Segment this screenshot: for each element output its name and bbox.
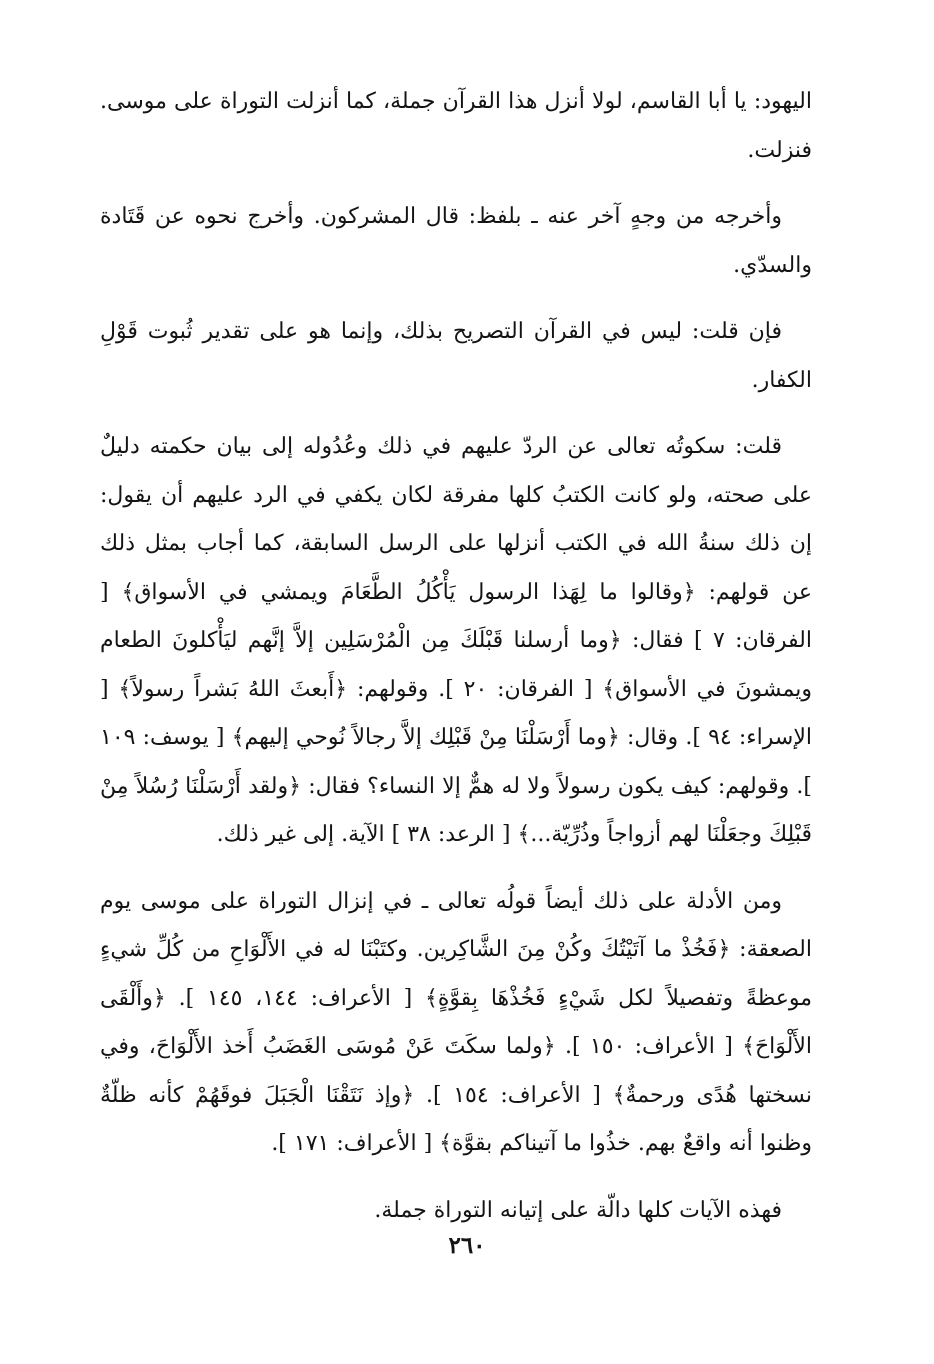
paragraph-5: ومن الأدلة على ذلك أيضاً قولُه تعالى ـ في إنزال التوراة على موسى يوم الصعقة: ﴿فَخُذْ ما آتَيْتُكَ وكُنْ مِنَ الشَّاكِرين. وكتَبْنَا له في الأَلْوَاحِ من كُلِّ شيءٍ موعظةً وتفصيلاً لكل شَيْءٍ فَخُذْهَا بِقوَّةٍ﴾ [ الأعراف: ١٤٤، ١٤٥ ]. ﴿وأَلْقَى الأَلْوَاحَ﴾ [ الأعراف: ١٥٠ ]. ﴿ولما سكَتَ عَنْ مُوسَى الغَضَبُ أَخذ الأَلْوَاحَ، وفي نسختها هُدًى ورحمةٌ﴾ [ الأعراف: ١٥٤ ]. ﴿وإذ نَتَقْنَا الْجَبَلَ فوقَهُمْ كأنه ظلّةٌ وظنوا أنه واقعٌ بهم. خذُوا ما آتيناكم بقوَّة﴾ [ الأعراف: ١٧١ ]. xyxy=(100,888,813,1156)
paragraph-2: وأخرجه من وجهٍ آخر عنه ـ بلفظ: قال المشركون. وأخرج نحوه عن قَتَادة والسدّي. xyxy=(100,204,812,278)
paragraph-1: اليهود: يا أبا القاسم، لولا أنزل هذا القرآن جملة، كما أنزلت التوراة على موسى. فنزلت. xyxy=(100,89,812,163)
page-text xyxy=(100,78,812,1253)
paragraph-6: فهذه الآيات كلها دالّة على إتيانه التوراة جملة. xyxy=(374,1197,782,1223)
page-number: ٢٦٠ xyxy=(448,1232,486,1259)
paragraph-3: فإن قلت: ليس في القرآن التصريح بذلك، وإنما هو على تقدير ثُبوت قَوْلِ الكفار. xyxy=(100,319,812,393)
paragraph-4: قلت: سكوتُه تعالى عن الردّ عليهم في ذلك وعُدُوله إلى بيان حكمته دليلٌ على صحته، ولو كانت الكتبُ كلها مفرقة لكان يكفي في الرد عليهم أن يقول: إن ذلك سنةُ الله في الكتب أنزلها على الرسل السابقة، كما أجاب بمثل ذلك عن قولهم: ﴿وقالوا ما لِهَذا الرسول يَأْكُلُ الطَّعَامَ ويمشي في الأسواق﴾ [ الفرقان: ٧ ] فقال: ﴿وما أرسلنا قَبْلَكَ مِن الْمُرْسَلِين إلاَّ إنَّهم ليَأْكلونَ الطعام ويمشونَ في الأسواق﴾ [ الفرقان: ٢٠ ]. وقولهم: ﴿أَبعثَ اللهُ بَشراً رسولاً﴾ [ الإسراء: ٩٤ ]. وقال: ﴿وما أَرْسَلْنَا مِنْ قَبْلِك إلاَّ رجالاً نُوحي إليهم﴾ [ يوسف: ١٠٩ ]. وقولهم: كيف يكون رسولاً ولا له همٌّ إلا النساء؟ فقال: ﴿ولقد أَرْسَلْنَا رُسُلاً مِنْ قَبْلِكَ وجعَلْنَا لهم أزواجاً وذُرِّيّة...﴾ [ الرعد: ٣٨ ] الآية. إلى غير ذلك. xyxy=(100,434,812,847)
